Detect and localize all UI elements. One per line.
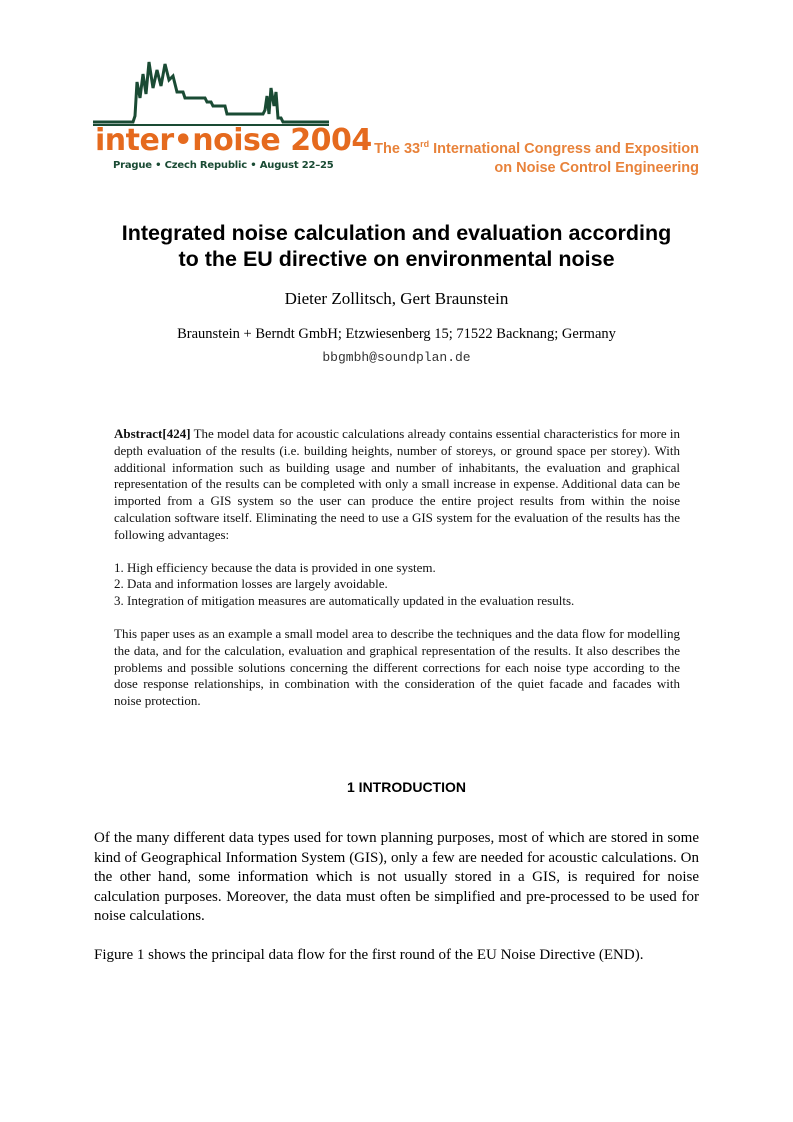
congress-title	[319, 140, 699, 178]
section-heading-introduction: 1 INTRODUCTION	[347, 779, 466, 795]
introduction-body	[94, 829, 699, 965]
conference-logo	[93, 58, 372, 180]
congress-name: International Congress and Exposition	[429, 141, 699, 157]
congress-ordinal: rd	[420, 139, 430, 150]
paper-authors: Dieter Zollitsch, Gert Braunstein	[284, 289, 509, 308]
introduction-paragraph-2: Figure 1 shows the principal data flow for the first round of the EU Noise Directive (END).	[94, 946, 644, 963]
congress-title-line1	[319, 140, 699, 159]
congress-number: The 33	[374, 141, 421, 157]
abstract-paragraph-2: This paper uses as an example a small model area to describe the techniques and the data flow for modelling the data, and for the calculation, evaluation and graphical representation of the results. It also describes the problems and possible solutions concerning the different corrections for each noise type according to the dose response relationships, in combination with the consideration of the quiet facade and facades with noise protection.	[114, 625, 680, 709]
introduction-paragraph-1: Of the many different data types used for town planning purposes, most of which are stored in some kind of Geographical Information System (GIS), only a few are needed for acoustic calculations. On the other hand, some information which is not usually stored in a GIS, is required for noise calculation purposes. Moreover, the data must often be simplified and pre-processed to be used for noise calculations.	[94, 830, 699, 924]
logo-wordmark: inter•noise 2004	[95, 123, 372, 158]
paper-title-line1: Integrated noise calculation and evaluation according	[121, 221, 672, 245]
noise-skyline-graphic	[93, 58, 329, 128]
paper-title-line2: to the EU directive on environmental noise	[178, 247, 615, 271]
abstract	[114, 426, 680, 710]
abstract-paragraph-1	[114, 426, 680, 544]
abstract-list-item: 3. Integration of mitigation measures are automatically updated in the evaluation results.	[114, 593, 575, 609]
congress-title-line2: on Noise Control Engineering	[494, 160, 699, 176]
abstract-list-item: 1. High efficiency because the data is provided in one system.	[114, 559, 436, 575]
contact-email[interactable]: bbgmbh@soundplan.de	[322, 350, 471, 365]
logo-location-date: Prague • Czech Republic • August 22–25	[113, 160, 334, 171]
abstract-label: Abstract[424]	[114, 426, 191, 441]
paper-affiliation: Braunstein + Berndt GmbH; Etzwiesenberg 15; 71522 Backnang; Germany	[177, 326, 616, 342]
paper-title	[60, 220, 733, 272]
abstract-text-1: The model data for acoustic calculations already contains essential characteristics for more in depth evaluation of the results (i.e. building heights, number of storeys, or ground space per storey). With additional information such as building usage and number of inhabitants, the evaluation and graphical representation of the results can be completed with only a small increase in expense. Additional data can be imported from a GIS system so the user can produce the entire project results from within the noise calculation software itself. Eliminating the need to use a GIS system for the evaluation of the results has the following advantages:	[114, 426, 680, 542]
abstract-list-item: 2. Data and information losses are largely avoidable.	[114, 576, 388, 592]
